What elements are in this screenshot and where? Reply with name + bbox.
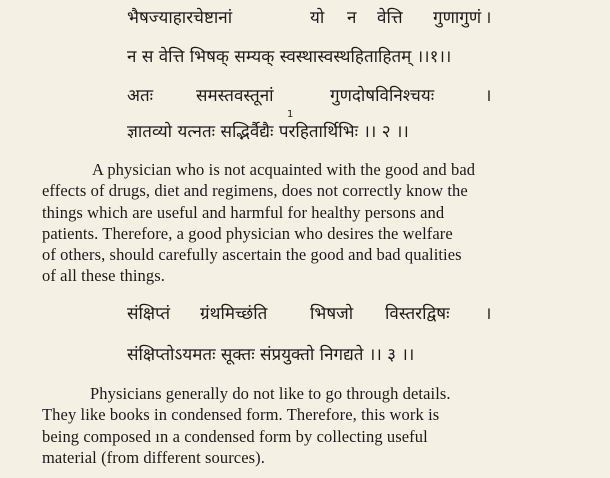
verse-word: गुणदोषविनिश्चयः xyxy=(330,86,435,106)
translation-paragraph-1 xyxy=(42,159,590,287)
verse-danda: । xyxy=(485,8,492,28)
paragraph-line: patients. Therefore, a good physician who desires the welfare xyxy=(42,223,453,243)
paragraph-line: being composed ın a condensed form by collecting useful xyxy=(42,426,428,446)
verse-word: संक्षिप्तं xyxy=(127,304,171,324)
verse-word: ग्रंथमिच्छंति xyxy=(200,304,268,324)
verse-word: वेत्ति xyxy=(377,8,403,28)
paragraph-line: Physicians generally do not like to go through details. xyxy=(90,384,451,403)
verse-2-line-1 xyxy=(0,86,610,106)
verse-2-line-2: ज्ञातव्यो यत्नतः सद्भिर्वैद्यैः परहितार्थिभिः ।। २ ।। xyxy=(127,122,409,142)
verse-3-line-1 xyxy=(0,304,610,324)
verse-word: न xyxy=(347,8,357,28)
verse-word: गुणागुणं xyxy=(433,8,482,28)
verse-3-line-2: संक्षिप्तोऽयमतः सूक्तः संप्रयुक्तो निगद्यते ।। ३ ।। xyxy=(127,345,415,365)
verse-1-line-1 xyxy=(0,8,610,28)
translation-paragraph-2 xyxy=(42,383,590,468)
verse-danda: । xyxy=(485,86,492,106)
paragraph-line: things which are useful and harmful for healthy persons and xyxy=(42,202,445,222)
verse-word: समस्तवस्तूनां xyxy=(196,86,274,106)
verse-word: भिषजो xyxy=(310,304,354,324)
verse-danda: । xyxy=(485,304,492,324)
verse-word: विस्तरद्विषः xyxy=(385,304,450,324)
paragraph-line: effects of drugs, diet and regimens, does not correctly know the xyxy=(42,181,468,201)
verse-word: यो xyxy=(310,8,325,28)
paragraph-line: A physician who is not acquainted with the good and bad xyxy=(92,160,476,179)
paragraph-line: of others, should carefully ascertain the good and bad qualities xyxy=(42,245,462,265)
verse-word: भैषज्याहारचेष्टानां xyxy=(127,8,233,28)
paragraph-line: of all these things. xyxy=(42,266,165,286)
verse-1-line-2: न स वेत्ति भिषक् सम्यक् स्वस्थास्वस्थहिताहितम् ।।१।। xyxy=(127,47,452,67)
verse-word: अतः xyxy=(127,86,154,106)
footnote-marker: 1 xyxy=(287,109,294,120)
paragraph-line: They like books in condensed form. Therefore, this work is xyxy=(42,405,440,425)
paragraph-line: material (from different sources). xyxy=(42,447,265,467)
